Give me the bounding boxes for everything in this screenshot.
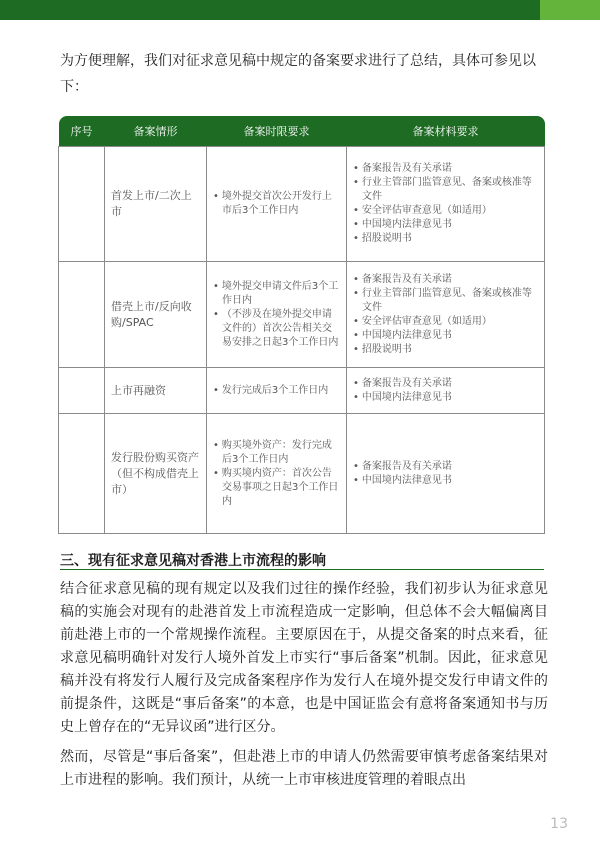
intro-paragraph: 为方便理解，我们对征求意见稿中规定的备案要求进行了总结，具体可参见以下： (60, 53, 536, 95)
materials-item: • 中国境内法律意见书 (353, 474, 538, 488)
cell-scenario: 发行股份购买资产（但不构成借壳上市） (105, 414, 207, 534)
materials-item: • 备案报告及有关承诺 (353, 377, 538, 391)
header-scenario: 备案情形 (105, 116, 207, 147)
header-materials: 备案材料要求 (347, 116, 545, 147)
timing-list (213, 439, 340, 509)
header-bar-accent (540, 0, 600, 20)
header-timing: 备案时限要求 (207, 116, 347, 147)
header-bar (0, 0, 600, 20)
cell-materials (347, 367, 545, 414)
cell-timing (207, 414, 347, 534)
timing-list (213, 280, 340, 350)
materials-item: • 备案报告及有关承诺 (353, 273, 538, 287)
cell-scenario: 首发上市/二次上市 (105, 147, 207, 262)
table-row (59, 367, 545, 414)
materials-item: • 行业主管部门监管意见、备案或核准等文件 (353, 287, 538, 315)
materials-item: • 中国境内法律意见书 (353, 329, 538, 343)
materials-item: • 备案报告及有关承诺 (353, 460, 538, 474)
section-underline (60, 569, 544, 570)
materials-item: • 备案报告及有关承诺 (353, 162, 538, 176)
materials-list (353, 377, 538, 405)
body-paragraph-1: 结合征求意见稿的现有规定以及我们过往的操作经验，我们初步认为征求意见稿的实施会对现有的赴港首发上市流程造成一定影响，但总体不会大幅偏离目前赴港上市的一个常规操作流程。主要原因在于，从提交备案的时点来看，征求意见稿明确针对发行人境外首发上市实行“事后备案”机制。因此，征求意见稿并没有将发行人履行及完成备案程序作为发行人在境外提交发行申请文件的前提条件，这既是“事后备案”的本意，也是中国证监会有意将备案通知书与历史上曾存在的“无异议函”进行区分。 (60, 581, 548, 735)
timing-item: • 发行完成后3个工作日内 (213, 384, 340, 398)
table-row (59, 262, 545, 367)
cell-no (59, 147, 105, 262)
materials-list (353, 460, 538, 488)
cell-materials (347, 262, 545, 367)
cell-timing (207, 147, 347, 262)
cell-no (59, 262, 105, 367)
table-row (59, 414, 545, 534)
materials-item: • 行业主管部门监管意见、备案或核准等文件 (353, 176, 538, 204)
cell-no (59, 414, 105, 534)
materials-item: • 招股说明书 (353, 232, 538, 246)
cell-scenario: 借壳上市/反向收购/SPAC (105, 262, 207, 367)
timing-item: • 境外提交申请文件后3个工作日内 (213, 280, 340, 308)
cell-materials (347, 414, 545, 534)
cell-no (59, 367, 105, 414)
materials-item: • 中国境内法律意见书 (353, 218, 538, 232)
table-row (59, 147, 545, 262)
timing-item: • （不涉及在境外提交申请文件的）首次公告相关交易安排之日起3个工作日内 (213, 308, 340, 350)
cell-timing (207, 367, 347, 414)
timing-list (213, 190, 340, 218)
materials-item: • 安全评估审查意见（如适用） (353, 315, 538, 329)
timing-list (213, 384, 340, 398)
timing-item: • 购买境内资产：首次公告交易事项之日起3个工作日内 (213, 467, 340, 509)
materials-item: • 招股说明书 (353, 343, 538, 357)
cell-timing (207, 262, 347, 367)
timing-item: • 境外提交首次公开发行上市后3个工作日内 (213, 190, 340, 218)
page-number: 13 (550, 816, 568, 832)
header-no: 序号 (59, 116, 105, 147)
filing-requirements-table-container (58, 116, 544, 534)
table-header-row (59, 116, 545, 147)
timing-item: • 购买境外资产：发行完成后3个工作日内 (213, 439, 340, 467)
filing-requirements-table (58, 116, 545, 534)
materials-item: • 安全评估审查意见（如适用） (353, 204, 538, 218)
materials-list (353, 273, 538, 357)
cell-scenario: 上市再融资 (105, 367, 207, 414)
section-title: 三、现有征求意见稿对香港上市流程的影响 (60, 553, 326, 569)
materials-item: • 中国境内法律意见书 (353, 391, 538, 405)
materials-list (353, 162, 538, 246)
body-paragraph-2: 然而，尽管是“事后备案”，但赴港上市的申请人仍然需要审慎考虑备案结果对上市进程的影响。我们预计，从统一上市审核进度管理的着眼点出 (60, 749, 548, 788)
cell-materials (347, 147, 545, 262)
